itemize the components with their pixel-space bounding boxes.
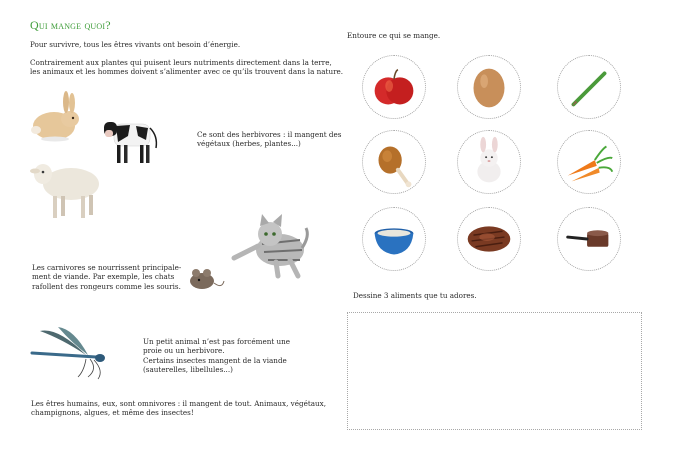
page-title: Qui mange quoi? bbox=[30, 18, 111, 32]
intro-line: Contrairement aux plantes qui puisent leurs nutriments directement dans la terre, bbox=[30, 58, 332, 67]
pencil-icon bbox=[558, 56, 620, 118]
bowl-icon bbox=[363, 208, 425, 270]
cat-image bbox=[228, 210, 310, 282]
herbivores-paragraph bbox=[197, 130, 341, 149]
paragraph-line: rafollent des rongeurs comme les souris. bbox=[32, 281, 181, 291]
carrots-icon bbox=[558, 131, 620, 193]
cow-image bbox=[100, 112, 164, 170]
toy-rabbit-icon bbox=[458, 131, 520, 193]
saucepan-icon bbox=[558, 208, 620, 270]
paragraph-line: Les êtres humains, eux, sont omnivores : il mangent de tout. Animaux, végétaux, bbox=[31, 399, 326, 408]
apple-icon bbox=[363, 56, 425, 118]
intro-line: les animaux et les hommes doivent s’alimenter avec ce qu’ils trouvent dans la nature. bbox=[30, 67, 344, 77]
small-animal-paragraph bbox=[143, 337, 290, 375]
egg-icon bbox=[458, 56, 520, 118]
drawing-area[interactable] bbox=[347, 312, 642, 430]
steak-icon bbox=[458, 208, 520, 270]
intro-paragraph-1: Pour survivre, tous les êtres vivants ont besoin d’énergie. bbox=[30, 40, 241, 49]
chicken-leg-icon bbox=[363, 131, 425, 193]
omnivores-paragraph bbox=[31, 399, 326, 418]
paragraph-line: (sauterelles, libellules...) bbox=[143, 365, 233, 375]
paragraph-line: Les carnivores se nourrissent principale- bbox=[32, 263, 182, 272]
mouse-image bbox=[186, 265, 226, 293]
sheep-image bbox=[31, 160, 103, 222]
food-choice-chicken-leg[interactable] bbox=[362, 130, 426, 194]
paragraph-line: Ce sont des herbivores : il mangent des bbox=[197, 130, 342, 139]
carnivores-paragraph bbox=[32, 263, 181, 291]
food-choice-carrots[interactable] bbox=[557, 130, 621, 194]
food-choice-pencil[interactable] bbox=[557, 55, 621, 119]
paragraph-line: ment de viande. Par exemple, les chats bbox=[32, 272, 175, 282]
paragraph-line: proie ou un herbivore. bbox=[143, 346, 225, 356]
paragraph-line: végétaux (herbes, plantes...) bbox=[197, 139, 301, 149]
food-choice-apple[interactable] bbox=[362, 55, 426, 119]
food-choice-bowl[interactable] bbox=[362, 207, 426, 271]
rabbit-image bbox=[24, 92, 86, 144]
circle-instruction: Entoure ce qui se mange. bbox=[347, 31, 441, 40]
food-choice-steak[interactable] bbox=[457, 207, 521, 271]
draw-instruction: Dessine 3 aliments que tu adores. bbox=[353, 291, 477, 300]
food-choice-egg[interactable] bbox=[457, 55, 521, 119]
dragonfly-image bbox=[28, 325, 112, 383]
paragraph-line: Un petit animal n’est pas forcément une bbox=[143, 337, 291, 346]
paragraph-line: Certains insectes mangent de la viande bbox=[143, 355, 287, 365]
paragraph-line: champignons, algues, et même des insectes! bbox=[31, 408, 194, 418]
food-choice-saucepan[interactable] bbox=[557, 207, 621, 271]
food-choice-toy-rabbit[interactable] bbox=[457, 130, 521, 194]
intro-paragraph-2 bbox=[30, 58, 343, 77]
